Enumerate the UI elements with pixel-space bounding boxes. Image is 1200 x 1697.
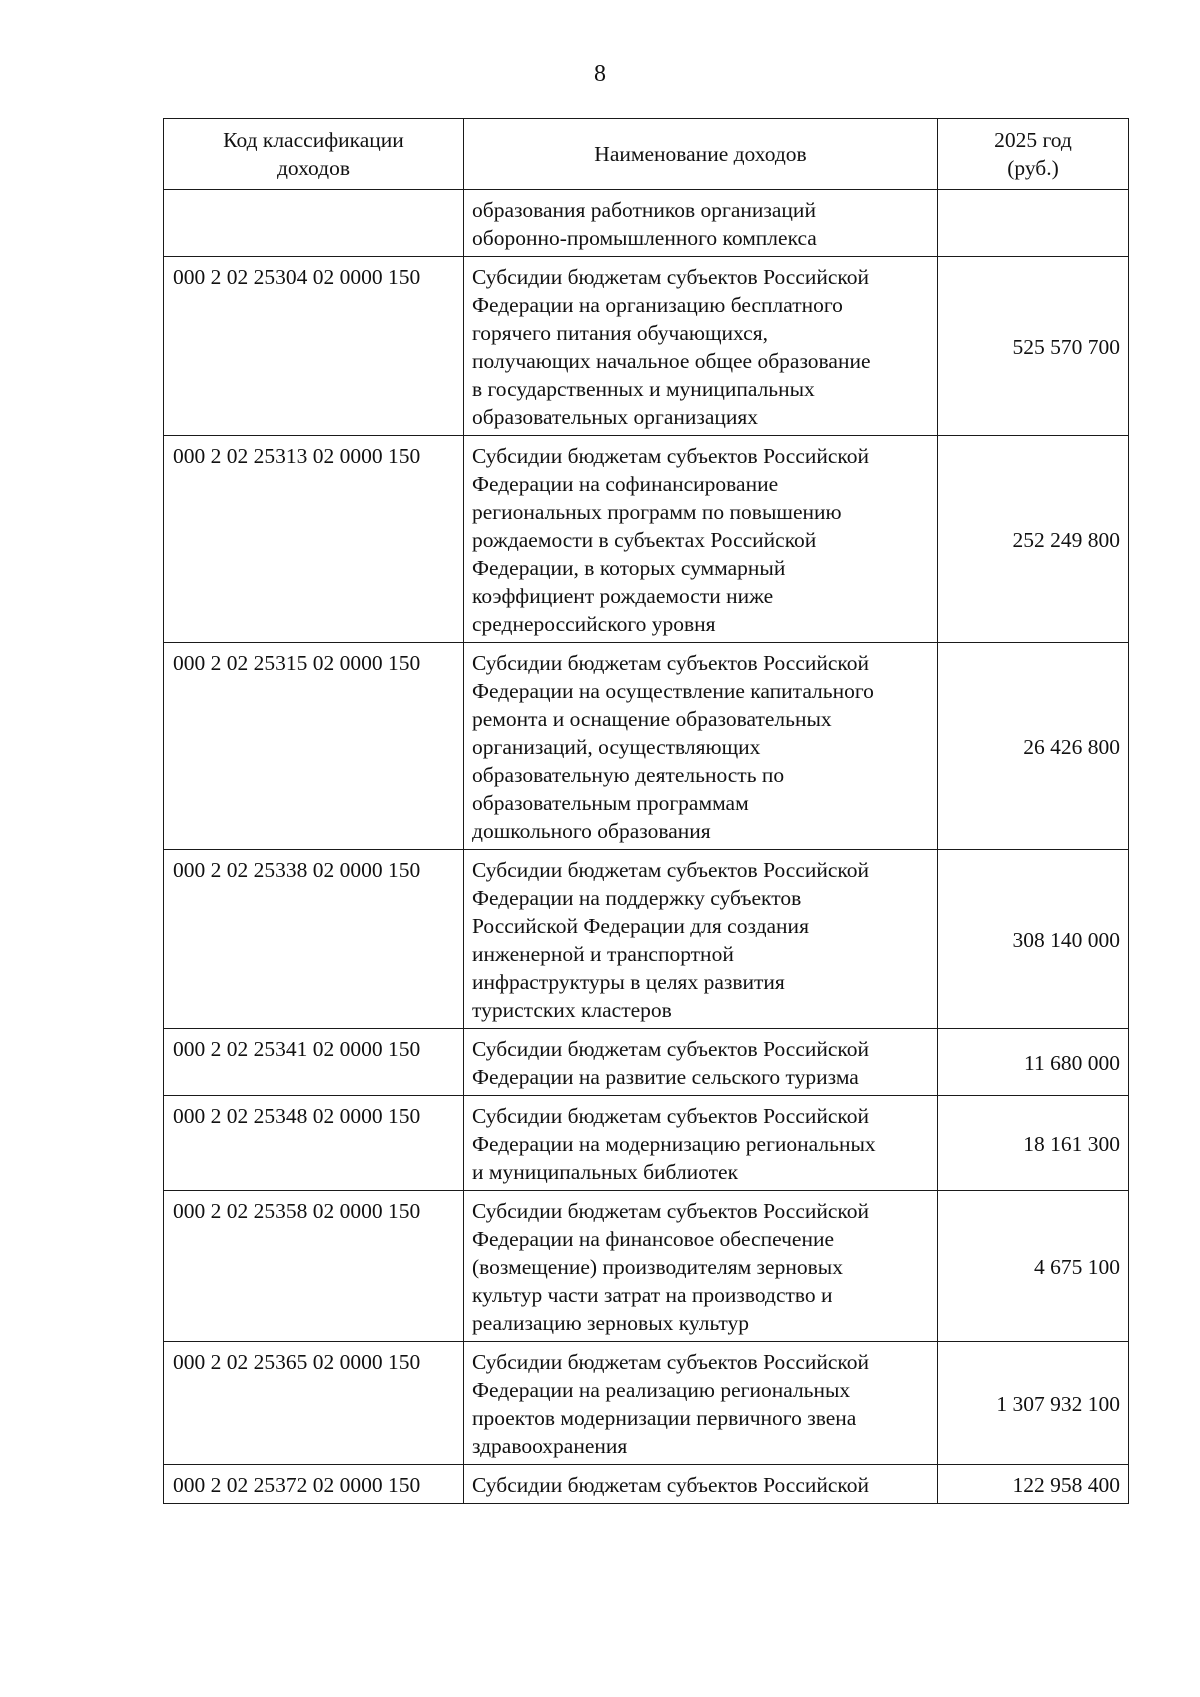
income-name-cell: [464, 1029, 938, 1096]
income-name-line: Субсидии бюджетам субъектов Российской: [472, 1350, 870, 1374]
income-name-line: Федерации на поддержку субъектов: [472, 886, 802, 910]
income-name-line: в государственных и муниципальных: [472, 377, 815, 401]
table-row: [164, 1096, 1129, 1191]
income-name-cell: [464, 850, 938, 1029]
income-name-cell: [464, 643, 938, 850]
income-name-line: Субсидии бюджетам субъектов Российской: [472, 265, 870, 289]
income-name-line: Субсидии бюджетам субъектов Российской: [472, 444, 870, 468]
income-amount-cell: 18 161 300: [938, 1096, 1129, 1191]
income-name-line: рождаемости в субъектах Российской: [472, 528, 817, 552]
income-code-cell: 000 2 02 25341 02 0000 150: [164, 1029, 464, 1096]
income-amount-cell: [938, 190, 1129, 257]
table-row: [164, 436, 1129, 643]
income-name-line: коэффициент рождаемости ниже: [472, 584, 774, 608]
income-name-line: туристских кластеров: [472, 998, 672, 1022]
income-name-line: образовательную деятельность по: [472, 763, 785, 787]
header-code-line: Код классификации: [223, 128, 404, 152]
table-header-row: [164, 119, 1129, 190]
table-row: [164, 1342, 1129, 1465]
income-amount-cell: 4 675 100: [938, 1191, 1129, 1342]
income-name-line: Субсидии бюджетам субъектов Российской: [472, 1199, 870, 1223]
income-amount-cell: 122 958 400: [938, 1465, 1129, 1504]
income-amount-cell: 1 307 932 100: [938, 1342, 1129, 1465]
income-name-cell: [464, 436, 938, 643]
income-code-cell: 000 2 02 25358 02 0000 150: [164, 1191, 464, 1342]
page-number: 8: [594, 61, 606, 87]
income-code-cell: 000 2 02 25372 02 0000 150: [164, 1465, 464, 1504]
income-amount-cell: 525 570 700: [938, 257, 1129, 436]
income-code-cell: 000 2 02 25338 02 0000 150: [164, 850, 464, 1029]
income-name-line: инженерной и транспортной: [472, 942, 734, 966]
income-table: [163, 118, 1129, 1504]
income-name-line: реализацию зерновых культур: [472, 1311, 750, 1335]
table-row: [164, 190, 1129, 257]
income-name-line: культур части затрат на производство и: [472, 1283, 833, 1307]
income-name-line: Федерации на модернизацию региональных: [472, 1132, 876, 1156]
income-name-line: ремонта и оснащение образовательных: [472, 707, 832, 731]
table-row: [164, 1465, 1129, 1504]
income-name-line: и муниципальных библиотек: [472, 1160, 739, 1184]
income-name-line: инфраструктуры в целях развития: [472, 970, 785, 994]
income-code-cell: 000 2 02 25313 02 0000 150: [164, 436, 464, 643]
table-row: [164, 850, 1129, 1029]
income-name-line: образовательным программам: [472, 791, 749, 815]
income-code-cell: 000 2 02 25348 02 0000 150: [164, 1096, 464, 1191]
header-amount: [938, 119, 1129, 190]
income-name-line: образовательных организациях: [472, 405, 759, 429]
income-code-cell: 000 2 02 25304 02 0000 150: [164, 257, 464, 436]
income-amount-cell: 26 426 800: [938, 643, 1129, 850]
income-name-line: среднероссийского уровня: [472, 612, 716, 636]
income-name-line: Российской Федерации для создания: [472, 914, 809, 938]
income-name-line: образования работников организаций: [472, 198, 816, 222]
table-row: [164, 643, 1129, 850]
income-name-cell: [464, 1096, 938, 1191]
income-name-line: Федерации на финансовое обеспечение: [472, 1227, 835, 1251]
income-name-line: горячего питания обучающихся,: [472, 321, 768, 345]
table-body: [164, 190, 1129, 1504]
income-name-line: региональных программ по повышению: [472, 500, 842, 524]
header-code-line: доходов: [276, 156, 351, 180]
header-name-line: Наименование доходов: [594, 142, 807, 166]
income-name-line: организаций, осуществляющих: [472, 735, 761, 759]
table-row: [164, 1029, 1129, 1096]
income-name-cell: [464, 257, 938, 436]
income-amount-cell: 308 140 000: [938, 850, 1129, 1029]
income-amount-cell: 11 680 000: [938, 1029, 1129, 1096]
table-row: [164, 1191, 1129, 1342]
income-name-line: Субсидии бюджетам субъектов Российской: [472, 1473, 870, 1497]
header-name: [464, 119, 938, 190]
income-name-line: проектов модернизации первичного звена: [472, 1406, 857, 1430]
header-code: [164, 119, 464, 190]
income-name-line: Федерации на осуществление капитального: [472, 679, 874, 703]
header-amount-line: 2025 год: [994, 128, 1072, 152]
income-name-line: Субсидии бюджетам субъектов Российской: [472, 651, 870, 675]
income-name-line: получающих начальное общее образование: [472, 349, 871, 373]
income-name-line: Субсидии бюджетам субъектов Российской: [472, 1037, 870, 1061]
income-amount-cell: 252 249 800: [938, 436, 1129, 643]
income-name-line: дошкольного образования: [472, 819, 711, 843]
income-name-line: Федерации на реализацию региональных: [472, 1378, 851, 1402]
income-name-line: Федерации на развитие сельского туризма: [472, 1065, 859, 1089]
header-amount-line: (руб.): [1007, 156, 1059, 180]
income-name-cell: [464, 1342, 938, 1465]
income-name-line: Федерации на организацию бесплатного: [472, 293, 843, 317]
income-code-cell: 000 2 02 25365 02 0000 150: [164, 1342, 464, 1465]
income-name-line: (возмещение) производителям зерновых: [472, 1255, 843, 1279]
income-name-line: здравоохранения: [472, 1434, 628, 1458]
income-name-line: оборонно-промышленного комплекса: [472, 226, 817, 250]
income-name-line: Субсидии бюджетам субъектов Российской: [472, 1104, 870, 1128]
income-code-cell: 000 2 02 25315 02 0000 150: [164, 643, 464, 850]
income-name-cell: [464, 190, 938, 257]
income-name-line: Федерации на софинансирование: [472, 472, 779, 496]
income-name-cell: [464, 1465, 938, 1504]
income-name-line: Субсидии бюджетам субъектов Российской: [472, 858, 870, 882]
table-row: [164, 257, 1129, 436]
income-code-cell: [164, 190, 464, 257]
income-name-line: Федерации, в которых суммарный: [472, 556, 786, 580]
income-name-cell: [464, 1191, 938, 1342]
